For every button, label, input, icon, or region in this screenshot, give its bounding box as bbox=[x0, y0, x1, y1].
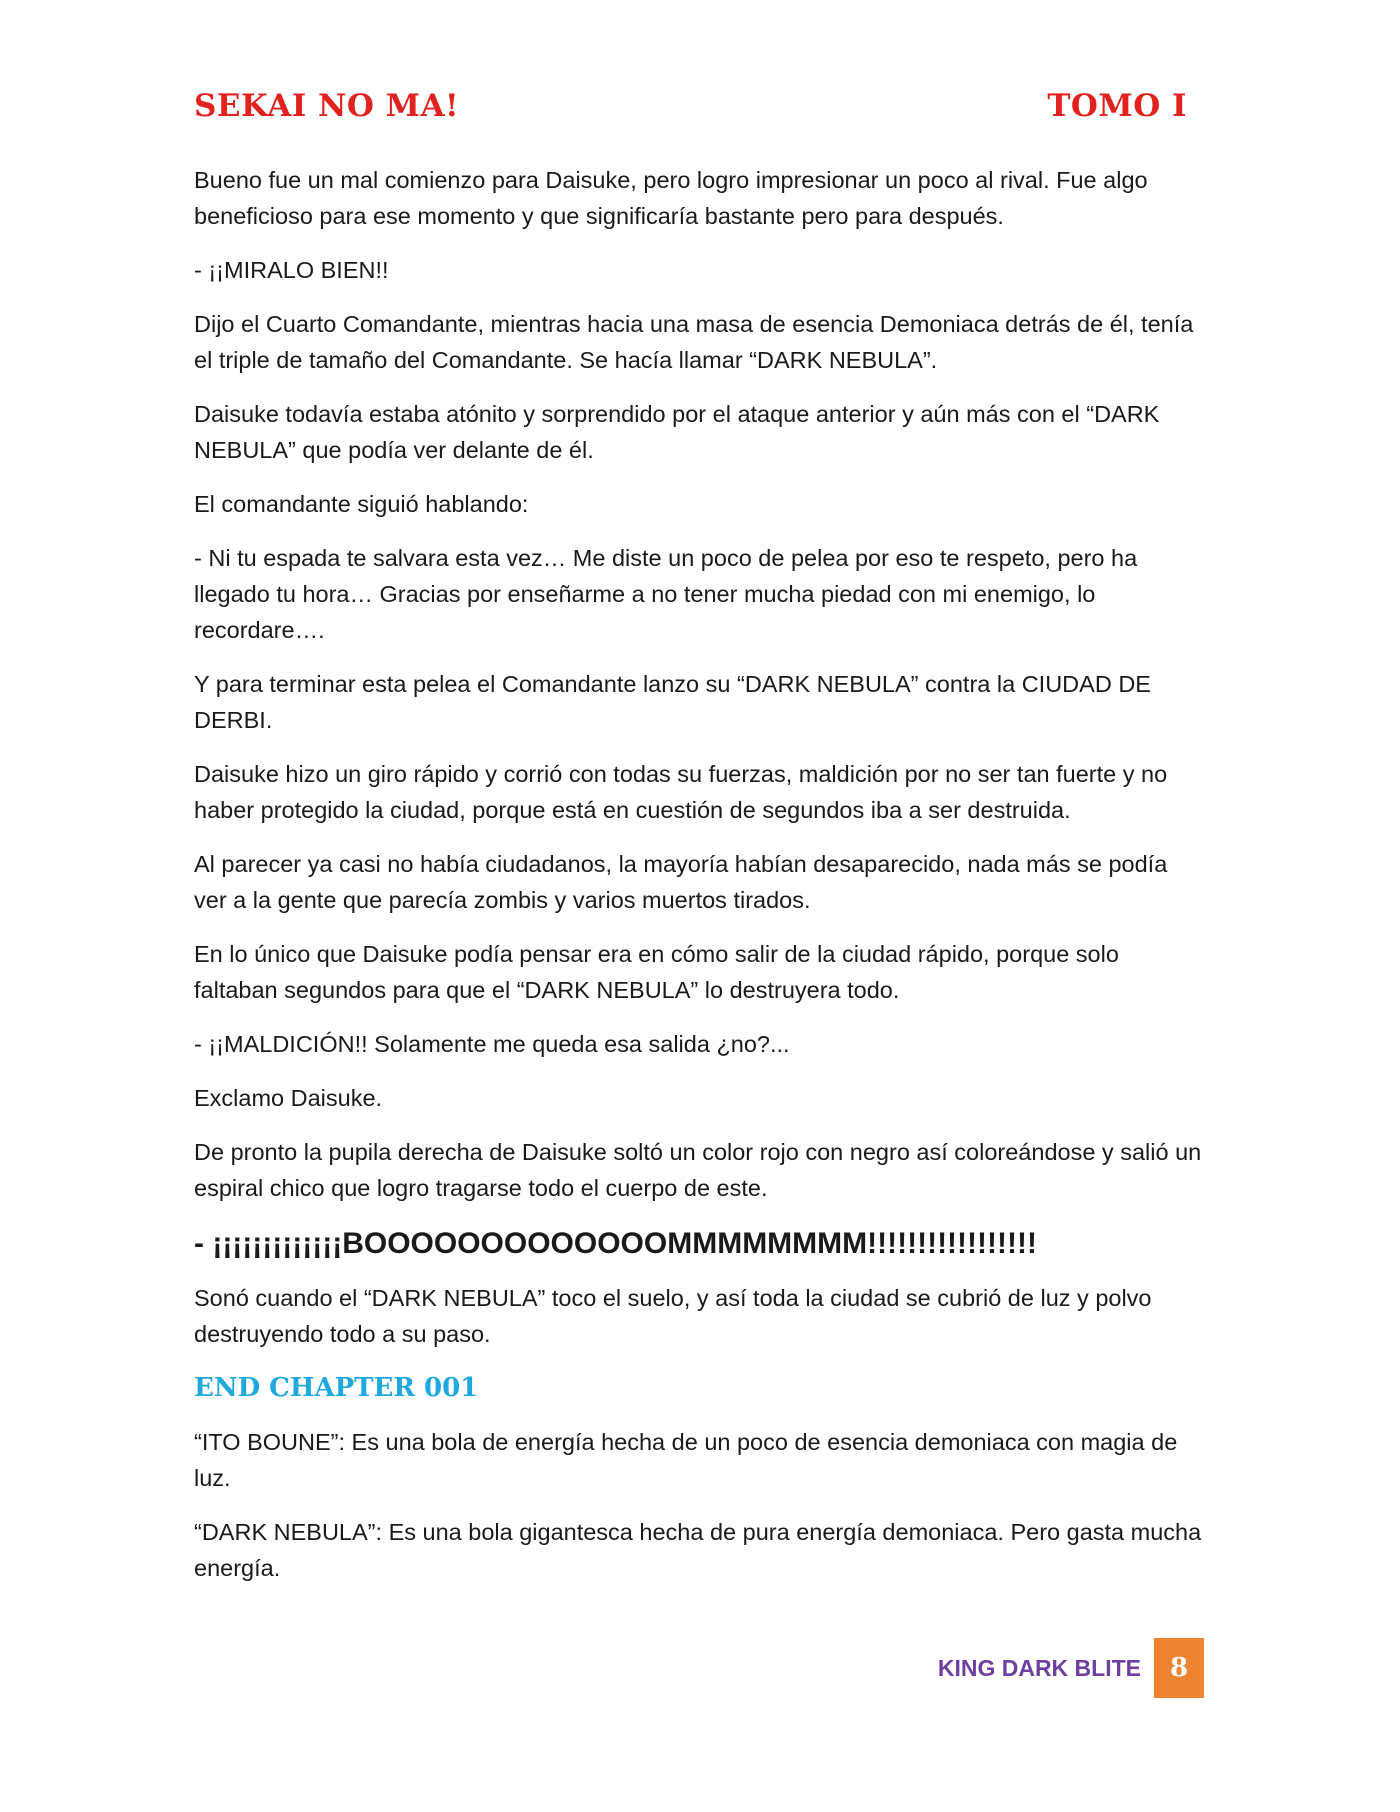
paragraph: El comandante siguió hablando: bbox=[194, 491, 529, 517]
page-number-badge: 8 bbox=[1154, 1638, 1204, 1698]
paragraph: Y para terminar esta pelea el Comandante lanzo su “DARK NEBULA” contra la CIUDAD DE DERBI. bbox=[194, 671, 1151, 733]
paragraph: En lo único que Daisuke podía pensar era en cómo salir de la ciudad rápido, porque solo faltaban segundos para que el “DARK NEBULA” lo destruyera todo. bbox=[194, 941, 1119, 1003]
glossary-entry: “ITO BOUNE”: Es una bola de energía hecha de un poco de esencia demoniaca con magia de luz. bbox=[194, 1429, 1178, 1491]
paragraph: Bueno fue un mal comienzo para Daisuke, pero logro impresionar un poco al rival. Fue algo beneficioso para ese momento y que significaría bastante pero para después. bbox=[194, 167, 1148, 229]
paragraph: Al parecer ya casi no había ciudadanos, la mayoría habían desaparecido, nada más se podía ver a la gente que parecía zombis y varios muertos tirados. bbox=[194, 851, 1168, 913]
page-header bbox=[194, 88, 1194, 134]
author-name: KING DARK BLITE bbox=[937, 1654, 1141, 1681]
paragraph: Daisuke hizo un giro rápido y corrió con todas su fuerzas, maldición por no ser tan fuerte y no haber protegido la ciudad, porque está en cuestión de segundos iba a ser destruida. bbox=[194, 761, 1168, 823]
paragraph: Dijo el Cuarto Comandante, mientras hacia una masa de esencia Demoniaca detrás de él, tenía el triple de tamaño del Comandante. Se hacía llamar “DARK NEBULA”. bbox=[194, 311, 1194, 373]
paragraph: Daisuke todavía estaba atónito y sorprendido por el ataque anterior y aún más con el “DARK NEBULA” que podía ver delante de él. bbox=[194, 401, 1160, 463]
paragraph: Exclamo Daisuke. bbox=[194, 1085, 383, 1111]
shout-line: - ¡¡¡¡¡¡¡¡¡¡¡¡¡BOOOOOOOOOOOOOMMMMMMMM!!!!!!!!!!!!!!!!! bbox=[194, 1227, 1037, 1260]
paragraph: De pronto la pupila derecha de Daisuke soltó un color rojo con negro así coloreándose y salió un espiral chico que logro tragarse todo el cuerpo de este. bbox=[194, 1139, 1202, 1201]
chapter-end-heading: END CHAPTER 001 bbox=[194, 1373, 479, 1403]
paragraph: - ¡¡MALDICIÓN!! Solamente me queda esa salida ¿no?... bbox=[194, 1031, 790, 1057]
volume-title: TOMO I bbox=[1047, 88, 1187, 124]
page-body bbox=[194, 162, 1206, 1604]
paragraph: - Ni tu espada te salvara esta vez… Me diste un poco de pelea por eso te respeto, pero ha llegado tu hora… Gracias por enseñarme a no tener mucha piedad con mi enemigo, lo recordare…. bbox=[194, 545, 1138, 643]
page-footer bbox=[938, 1638, 1204, 1698]
paragraph: - ¡¡MIRALO BIEN!! bbox=[194, 257, 389, 283]
book-title: SEKAI NO MA! bbox=[194, 88, 460, 124]
glossary-entry: “DARK NEBULA”: Es una bola gigantesca hecha de pura energía demoniaca. Pero gasta mucha energía. bbox=[194, 1519, 1202, 1581]
paragraph: Sonó cuando el “DARK NEBULA” toco el suelo, y así toda la ciudad se cubrió de luz y polvo destruyendo todo a su paso. bbox=[194, 1285, 1152, 1347]
